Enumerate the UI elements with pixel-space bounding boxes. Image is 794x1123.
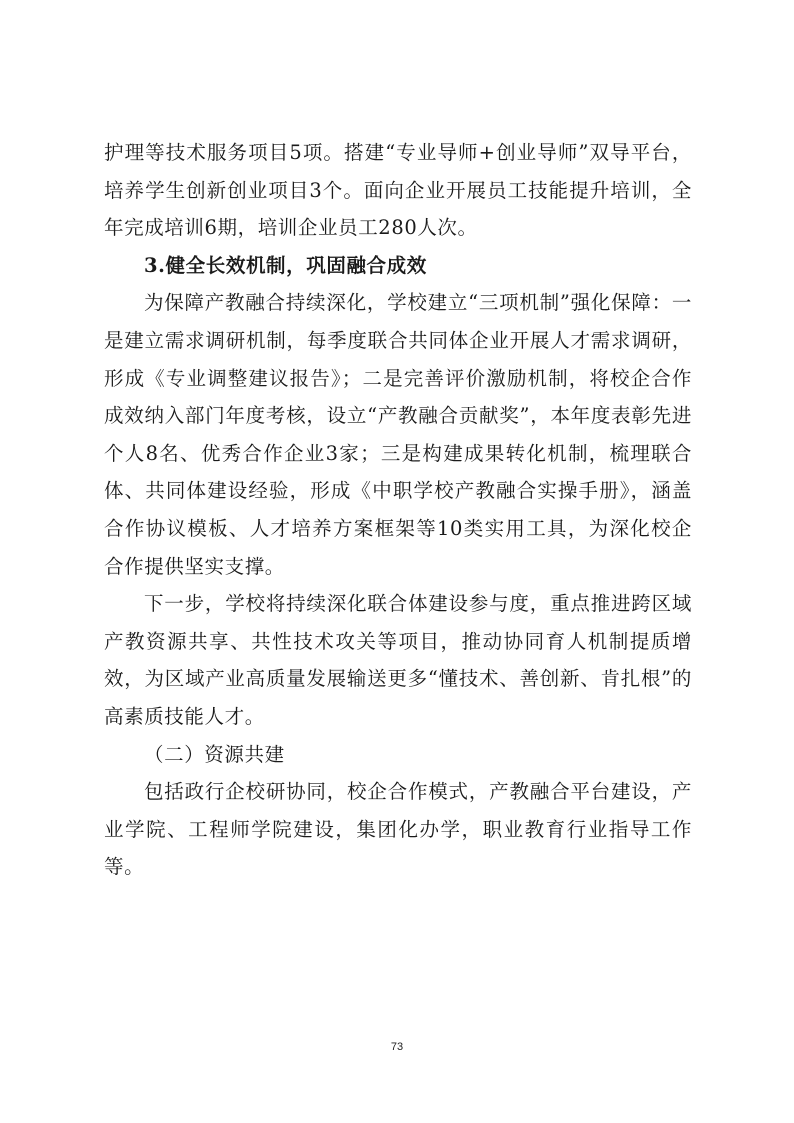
paragraph-three-mechanisms: 为保障产教融合持续深化，学校建立“三项机制”强化保障：一是建立需求调研机制，每季度联合共同体企业开展人才需求调研，形成《专业调整建议报告》；二是完善评价激励机制，将校企合作成效纳入部门年度考核，设立“产教融合贡献奖”，本年度表彰先进个人8名、优秀合作企业3家；三是构建成果转化机制，梳理联合体、共同体建设经验，形成《中职学校产教融合实操手册》，涵盖合作协议模板、人才培养方案框架等10类实用工具，为深化校企合作提供坚实支撑。 (104, 291, 692, 578)
section-heading-resource-sharing: （二）资源共建 (144, 742, 285, 766)
section-heading-long-term-mechanism: 3.健全长效机制，巩固融合成效 (144, 253, 427, 277)
paragraph-resource-scope: 包括政行企校研协同，校企合作模式，产教融合平台建设，产业学院、工程师学院建设，集团化办学，职业教育行业指导工作等。 (104, 780, 692, 879)
paragraph-technical-services: 护理等技术服务项目5项。搭建“专业导师+创业导师”双导平台，培养学生创新创业项目3个。面向企业开展员工技能提升培训，全年完成培训6期，培训企业员工280人次。 (104, 141, 692, 240)
document-body (104, 134, 692, 886)
paragraph-next-steps: 下一步，学校将持续深化联合体建设参与度，重点推进跨区域产教资源共享、共性技术攻关等项目，推动协同育人机制提质增效，为区域产业高质量发展输送更多“懂技术、善创新、肯扎根”的高素质技能人才。 (104, 592, 692, 728)
page-number: 73 (390, 1041, 404, 1053)
